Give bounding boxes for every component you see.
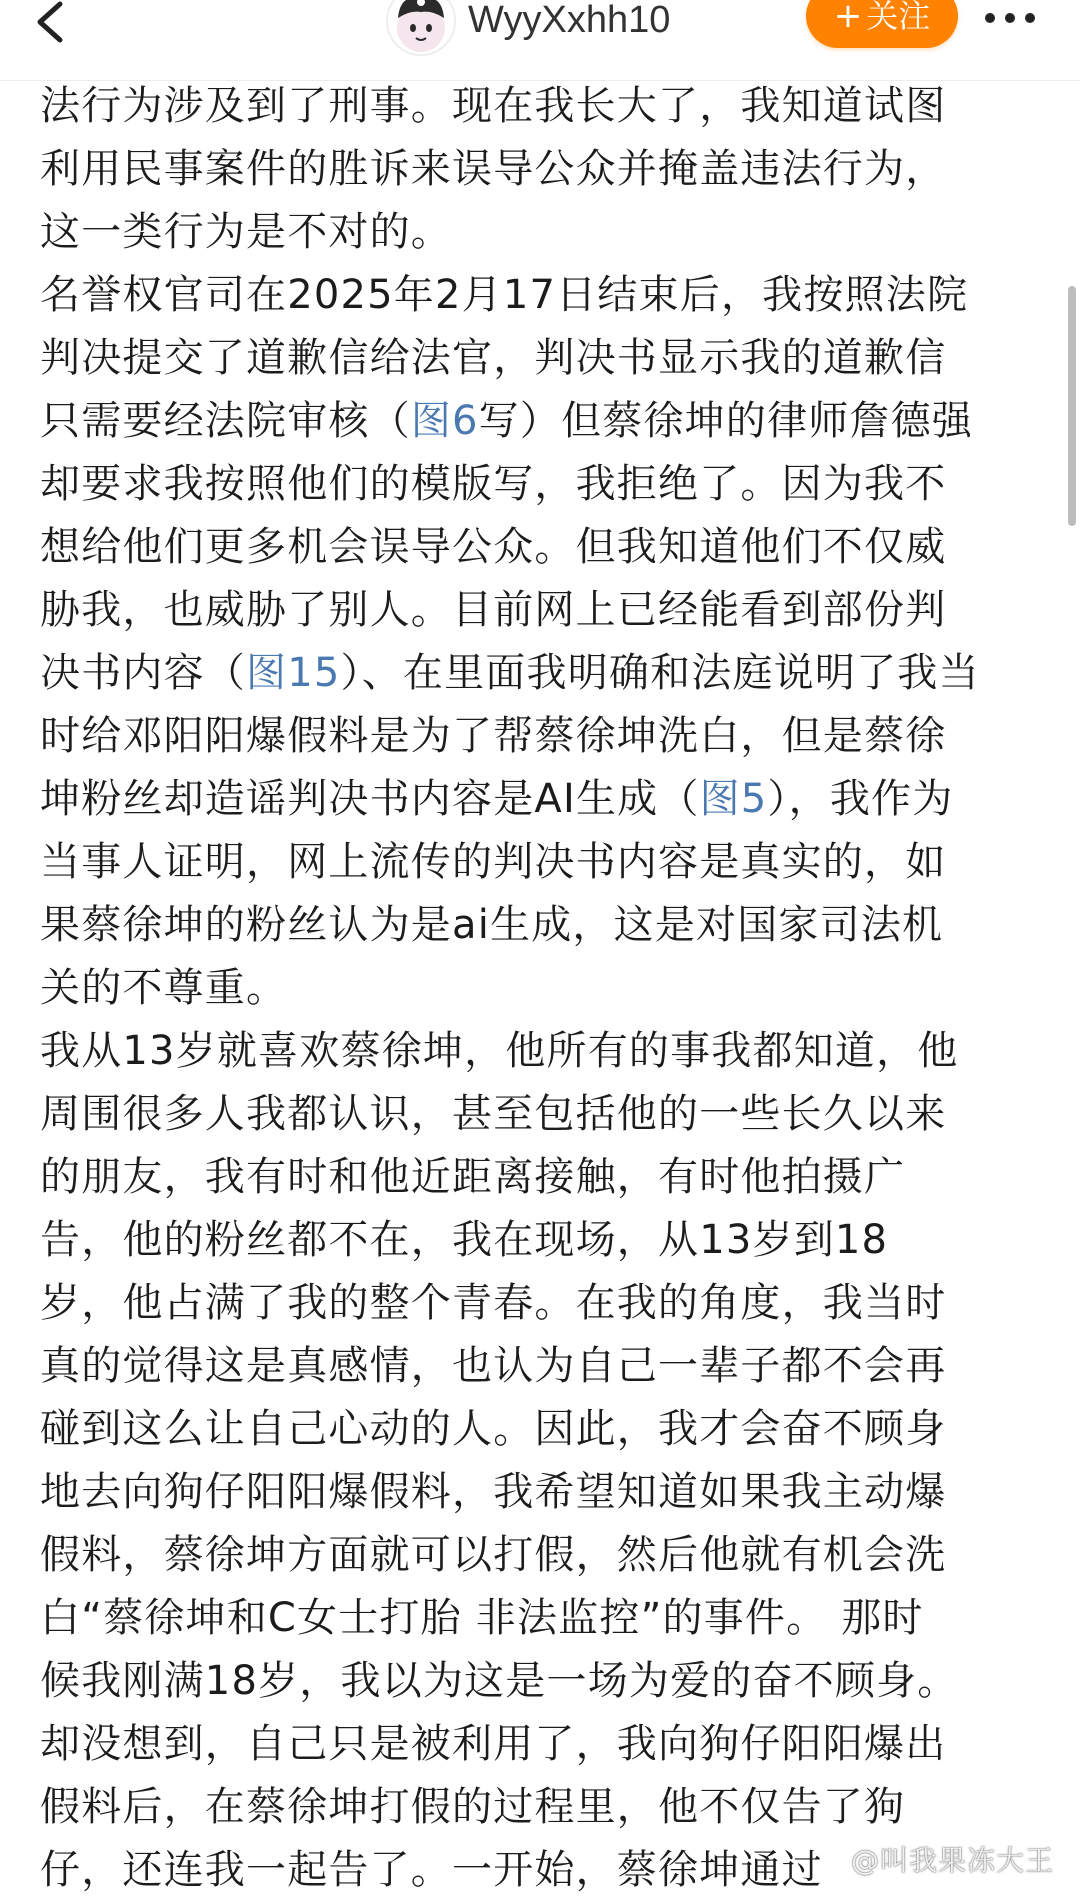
post-text-line <box>40 264 1040 327</box>
post-text-segment: 白“蔡徐坤和C女士打胎 非法监控”的事件。 那时 <box>40 1595 924 1641</box>
post-text-segment: ）、在里面我明确和法庭说明了我当 <box>340 650 980 696</box>
post-text-line <box>40 138 1040 201</box>
post-text-line <box>40 768 1040 831</box>
post-text-line <box>40 453 1040 516</box>
scrollbar-thumb[interactable] <box>1068 286 1076 526</box>
image-reference-link[interactable]: 图6 <box>410 398 479 444</box>
post-text-segment: 岁，他占满了我的整个青春。在我的角度，我当时 <box>40 1280 947 1326</box>
post-text-line <box>40 1146 1040 1209</box>
post-text-segment: 碰到这么让自己心动的人。因此，我才会奋不顾身 <box>40 1406 947 1452</box>
post-text-line <box>40 894 1040 957</box>
post-text-segment: 假料后，在蔡徐坤打假的过程里，他不仅告了狗 <box>40 1784 906 1830</box>
kuromi-avatar-icon <box>388 0 454 54</box>
username[interactable]: WyyXxhh10 <box>468 0 671 41</box>
post-text-line <box>40 390 1040 453</box>
post-text-segment: 假料，蔡徐坤方面就可以打假，然后他就有机会洗 <box>40 1532 947 1578</box>
post-text-segment: 只需要经法院审核（ <box>40 398 411 444</box>
post-text-line <box>40 1209 1040 1272</box>
post-text-segment: 我从13岁就喜欢蔡徐坤，他所有的事我都知道，他 <box>40 1028 959 1074</box>
post-text-segment: 判决提交了道歉信给法官，判决书显示我的道歉信 <box>40 335 947 381</box>
post-text-line <box>40 327 1040 390</box>
post-text-segment: 关的不尊重。 <box>40 965 288 1011</box>
post-text-segment: 却没想到，自己只是被利用了，我向狗仔阳阳爆出 <box>40 1721 947 1767</box>
post-text-segment: 仔，还连我一起告了。一开始，蔡徐坤通过 <box>40 1847 823 1893</box>
post-text-line <box>40 579 1040 642</box>
post-text-segment: ），我作为 <box>767 776 954 822</box>
post-text-line <box>40 1398 1040 1461</box>
post-text-line <box>40 75 1040 138</box>
post-text-line <box>40 1713 1040 1776</box>
post-text-segment: 想给他们更多机会误导公众。但我知道他们不仅威 <box>40 524 947 570</box>
image-reference-link[interactable]: 图15 <box>246 650 341 696</box>
image-reference-link[interactable]: 图5 <box>699 776 768 822</box>
post-text-segment: 利用民事案件的胜诉来误导公众并掩盖违法行为， <box>40 146 947 192</box>
post-text-line <box>40 1524 1040 1587</box>
top-bar <box>0 0 1080 81</box>
post-text-line <box>40 1272 1040 1335</box>
follow-button[interactable] <box>806 0 958 48</box>
post-text-line <box>40 1083 1040 1146</box>
more-dots-icon <box>976 0 1044 36</box>
post-text-segment: 的朋友，我有时和他近距离接触，有时他拍摄广 <box>40 1154 906 1200</box>
avatar[interactable] <box>386 0 456 56</box>
post-text-segment: 这一类行为是不对的。 <box>40 209 452 255</box>
post-text-segment: 写）但蔡徐坤的律师詹德强 <box>478 398 974 444</box>
post-text-segment: 地去向狗仔阳阳爆假料，我希望知道如果我主动爆 <box>40 1469 947 1515</box>
follow-label: 关注 <box>866 0 931 35</box>
back-button[interactable] <box>28 0 78 50</box>
post-text-line <box>40 201 1040 264</box>
post-text-line <box>40 642 1040 705</box>
post-text-line <box>40 1776 1040 1839</box>
post-text-line <box>40 1461 1040 1524</box>
post-text-line <box>40 516 1040 579</box>
more-button[interactable] <box>976 0 1044 36</box>
post-body <box>40 75 1040 1902</box>
post-text-line <box>40 1650 1040 1713</box>
post-text-segment: 果蔡徐坤的粉丝认为是ai生成，这是对国家司法机 <box>40 902 944 948</box>
post-text-segment: 决书内容（ <box>40 650 246 696</box>
post-text-segment: 胁我，也威胁了别人。目前网上已经能看到部份判 <box>40 587 947 633</box>
post-text-line <box>40 831 1040 894</box>
post-text-line <box>40 1587 1040 1650</box>
post-text-line <box>40 1335 1040 1398</box>
post-text-segment: 名誉权官司在2025年2月17日结束后，我按照法院 <box>40 272 969 318</box>
post-text-segment: 真的觉得这是真感情，也认为自己一辈子都不会再 <box>40 1343 947 1389</box>
post-text-segment: 周围很多人我都认识，甚至包括他的一些长久以来 <box>40 1091 947 1137</box>
post-text-line <box>40 705 1040 768</box>
chevron-left-icon <box>28 0 78 50</box>
post-text-line <box>40 1020 1040 1083</box>
post-text-segment: 却要求我按照他们的模版写，我拒绝了。因为我不 <box>40 461 947 507</box>
post-text-segment: 当事人证明，网上流传的判决书内容是真实的，如 <box>40 839 947 885</box>
post-text-line <box>40 957 1040 1020</box>
post-text-segment: 时给邓阳阳爆假料是为了帮蔡徐坤洗白，但是蔡徐 <box>40 713 947 759</box>
post-text-segment: 法行为涉及到了刑事。现在我长大了，我知道试图 <box>40 83 947 129</box>
watermark: @叫我果冻大王 <box>850 1844 1054 1877</box>
post-text-segment: 候我刚满18岁，我以为这是一场为爱的奋不顾身。 <box>40 1658 959 1704</box>
post-text-segment: 告，他的粉丝都不在，我在现场，从13岁到18 <box>40 1217 889 1263</box>
plus-icon: + <box>833 0 863 36</box>
post-text-segment: 坤粉丝却造谣判决书内容是AI生成（ <box>40 776 700 822</box>
